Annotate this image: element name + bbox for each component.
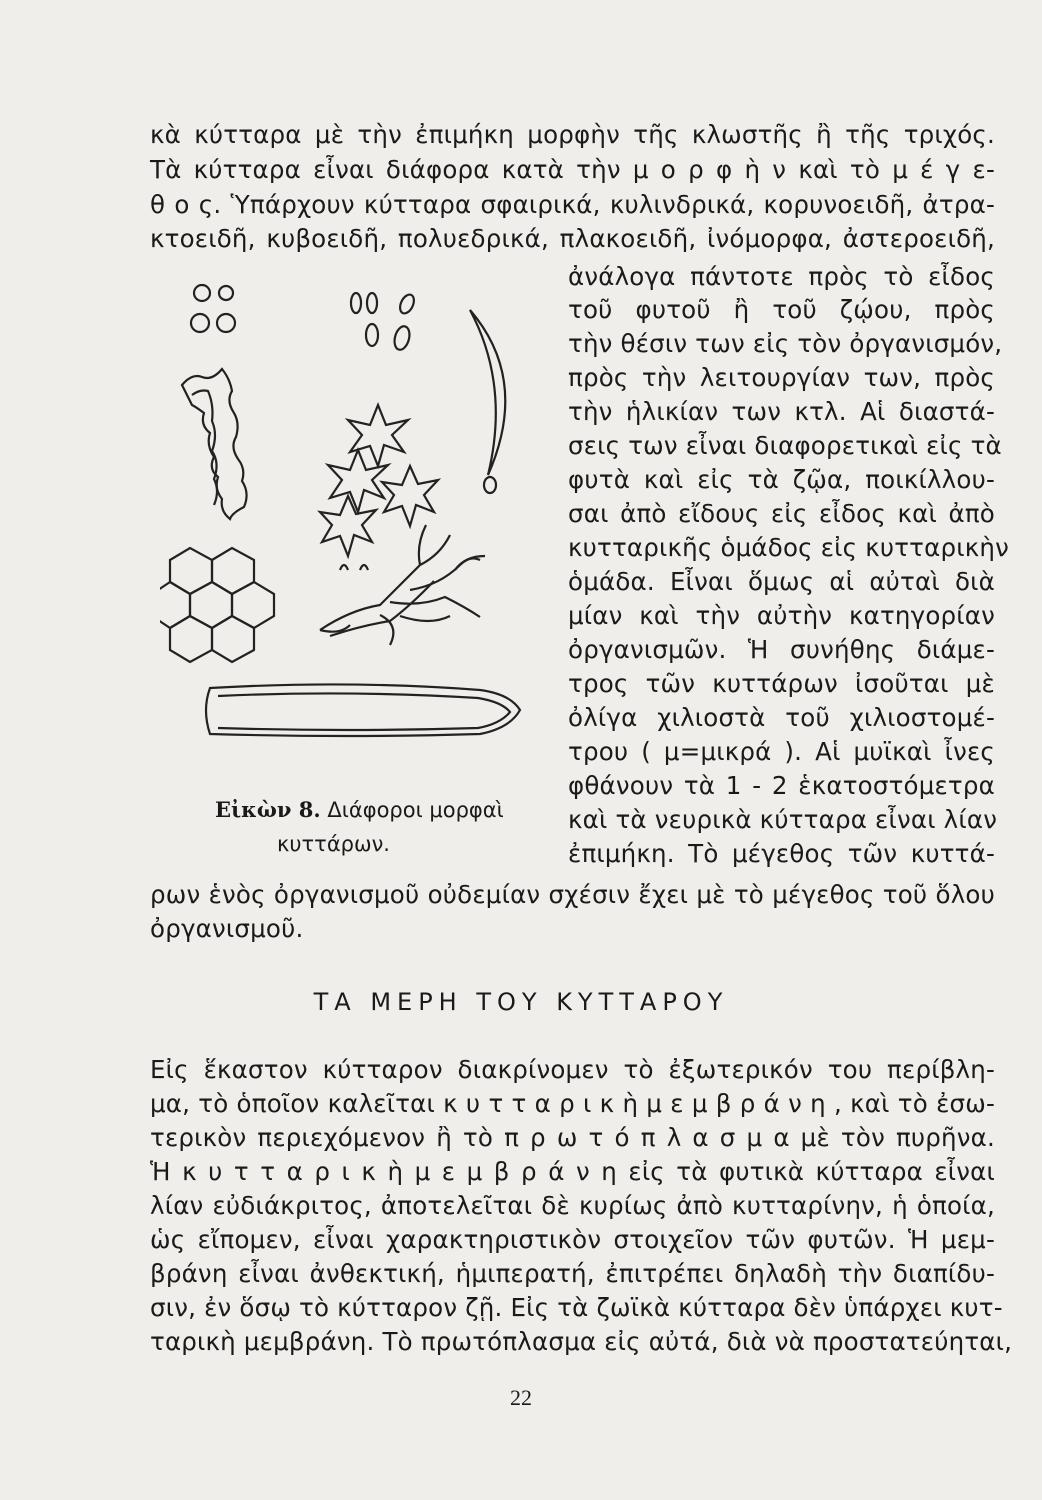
caption-text: Διάφοροι μορφαὶ [327, 798, 504, 822]
text-line: τερικὸν περιεχόμενον ἢ τὸ π ρ ω τ ό π λ α σ μ α μὲ τὸν πυρῆνα. [150, 1123, 995, 1152]
text-line: κυτταρικῆς ὁμάδος εἰς κυτταρικὴν [568, 533, 1009, 562]
text-line: καὶ τὰ νευρικὰ κύτταρα εἶναι λίαν [568, 805, 998, 834]
section-heading: ΤΑ ΜΕΡΗ ΤΟΥ ΚΥΤΤΑΡΟΥ [313, 988, 729, 1016]
text-line: κτοειδῆ, κυβοειδῆ, πολυεδρικά, πλακοειδῆ, ἰνόμορφα, ἀστεροειδῆ, [150, 224, 995, 253]
text-line: ὀργανισμοῦ. [150, 914, 304, 943]
text-line: τρος τῶν κυττάρων ἰσοῦται μὲ [568, 669, 995, 698]
text-line: ὁμάδα. Εἶναι ὅμως αἱ αὐταὶ διὰ [568, 567, 995, 596]
caption-text-2: κυττάρων. [277, 832, 390, 856]
text-line: τρου ( μ=μικρά ). Αἱ μυϊκαὶ ἶνες [568, 737, 995, 766]
page-number: 22 [510, 1385, 532, 1410]
text-line: ἀνάλογα πάντοτε πρὸς τὸ εἶδος [568, 262, 995, 291]
text-line: ὀργανισμῶν. Ἡ συνήθης διάμε- [568, 635, 995, 664]
text-line: κὰ κύτταρα μὲ τὴν ἐπιμήκη μορφὴν τῆς κλωστῆς ἢ τῆς τριχός. [150, 120, 995, 149]
text-line: ρων ἑνὸς ὀργανισμοῦ οὐδεμίαν σχέσιν ἔχει μὲ τὸ μέγεθος τοῦ ὅλου [150, 880, 995, 909]
text-line: βράνη εἶναι ἀνθεκτική, ἡμιπερατή, ἐπιτρέπει δηλαδὴ τὴν διαπίδυ- [150, 1259, 995, 1288]
text-line: τοῦ φυτοῦ ἢ τοῦ ζῴου, πρὸς [568, 295, 995, 324]
cell-shapes-figure [160, 270, 560, 764]
text-line: Εἰς ἕκαστον κύτταρον διακρίνομεν τὸ ἐξωτερικόν του περίβλη- [150, 1055, 995, 1084]
text-line: ταρικὴ μεμβράνη. Τὸ πρωτόπλασμα εἰς αὐτά, διὰ νὰ προστατεύηται, [150, 1327, 1013, 1356]
text-line: φυτὰ καὶ εἰς τὰ ζῷα, ποικίλλου- [568, 465, 995, 494]
figure-label: Εἰκὼν 8. [215, 797, 321, 822]
figure-caption [215, 793, 535, 861]
text-line: φθάνουν τὰ 1 - 2 ἑκατοστόμετρα [568, 771, 995, 800]
text-line: θ ο ς. Ὑπάρχουν κύτταρα σφαιρικά, κυλινδρικά, κορυνοειδῆ, ἀτρα- [150, 190, 995, 219]
text-line: σεις των εἶναι διαφορετικαὶ εἰς τὰ [568, 431, 1002, 460]
text-line: τὴν ἡλικίαν των κτλ. Αἱ διαστά- [568, 397, 995, 426]
text-line: Τὰ κύτταρα εἶναι διάφορα κατὰ τὴν μ ο ρ φ ὴ ν καὶ τὸ μ έ γ ε- [150, 155, 995, 184]
text-line: πρὸς τὴν λειτουργίαν των, πρὸς [568, 363, 995, 392]
text-line: λίαν εὐδιάκριτος, ἀποτελεῖται δὲ κυρίως ἀπὸ κυτταρίνην, ἡ ὁποία, [150, 1191, 995, 1220]
text-line: Ἡ κ υ τ τ α ρ ι κ ὴ μ ε μ β ρ ά ν η εἰς τὰ φυτικὰ κύτταρα εἶναι [150, 1157, 995, 1186]
text-line: σιν, ἐν ὅσῳ τὸ κύτταρον ζῇ. Εἰς τὰ ζωϊκὰ κύτταρα δὲν ὑπάρχει κυτ- [150, 1293, 1003, 1322]
text-line: ἐπιμήκη. Τὸ μέγεθος τῶν κυττά- [568, 839, 995, 868]
text-line: μίαν καὶ τὴν αὐτὴν κατηγορίαν [568, 601, 995, 630]
text-line: μα, τὸ ὁποῖον καλεῖται κ υ τ τ α ρ ι κ ὴ μ ε μ β ρ ά ν η , καὶ τὸ ἐσω- [150, 1089, 995, 1118]
text-line: τὴν θέσιν των εἰς τὸν ὀργανισμόν, [568, 329, 1003, 358]
text-line: σαι ἀπὸ εἴδους εἰς εἶδος καὶ ἀπὸ [568, 499, 995, 528]
text-line: ὀλίγα χιλιοστὰ τοῦ χιλιοστομέ- [568, 703, 995, 732]
text-line: ὡς εἴπομεν, εἶναι χαρακτηριστικὸν στοιχεῖον τῶν φυτῶν. Ἡ μεμ- [150, 1225, 995, 1254]
